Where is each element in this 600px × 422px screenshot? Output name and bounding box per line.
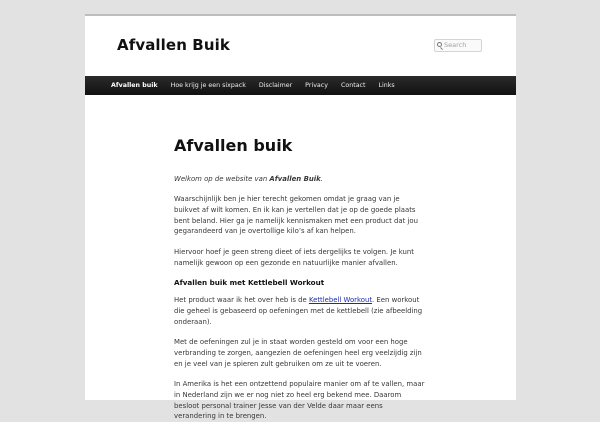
nav-item-privacy[interactable]: Privacy	[305, 82, 328, 89]
intro-paragraph	[174, 174, 323, 185]
article-content	[174, 136, 426, 421]
search-input[interactable]	[444, 40, 481, 51]
main-navigation	[85, 76, 516, 95]
intro-bold: Afvallen Buik	[269, 175, 321, 183]
page-title: Afvallen buik	[174, 136, 293, 155]
nav-item-sixpack[interactable]: Hoe krijg je een sixpack	[170, 82, 246, 89]
paragraph-4: Met de oefeningen zul je in staat worden gesteld om voor een hoge verbranding te zorgen, aangezien de oefeningen heel erg veelzijdig zijn en je veel van je spieren zult gebruiken om ze uit te voeren.	[174, 338, 422, 368]
kettlebell-workout-link[interactable]: Kettlebell Workout	[308, 296, 373, 304]
paragraph-1: Waarschijnlijk ben je hier terecht gekomen omdat je graag van je buikvet af wilt komen. En ik kan je vertellen dat je op de goede plaats bent beland. Hier ga je namelijk kennismaken met een product dat jou gegarandeerd van je overtollige kilo’s af kan helpen.	[174, 195, 418, 236]
paragraph-2: Hiervoor hoef je geen streng dieet of iets dergelijks te volgen. Je kunt namelijk gewoon op een gezonde en natuurlijke manier afvallen.	[174, 248, 414, 267]
intro-prefix: Welkom op de website van	[174, 175, 270, 183]
section-heading: Afvallen buik met Kettlebell Workout	[174, 278, 325, 287]
search-icon	[437, 42, 442, 47]
page-container	[85, 14, 516, 421]
site-title[interactable]: Afvallen Buik	[117, 36, 230, 54]
paragraph-3	[174, 295, 426, 327]
nav-item-links[interactable]: Links	[378, 82, 395, 89]
intro-suffix: .	[320, 175, 323, 183]
paragraph-5: In Amerika is het een ontzettend populaire manier om af te vallen, maar in Nederland zijn we er nog niet zo heel erg bekend mee. Daarom besloot personal trainer Jesse van der Velde daar maar eens verandering in te brengen.	[174, 380, 425, 421]
paragraph-3-prefix: Het product waar ik het over heb is de	[174, 296, 309, 304]
nav-item-afvallen-buik[interactable]: Afvallen buik	[111, 82, 158, 89]
nav-item-contact[interactable]: Contact	[340, 82, 366, 89]
paragraph-3-suffix: . Een workout die geheel is gebaseerd op oefeningen met de kettlebell (zie afbeelding onderaan).	[174, 296, 423, 326]
search-box[interactable]	[434, 39, 482, 52]
nav-item-disclaimer[interactable]: Disclaimer	[258, 82, 293, 89]
